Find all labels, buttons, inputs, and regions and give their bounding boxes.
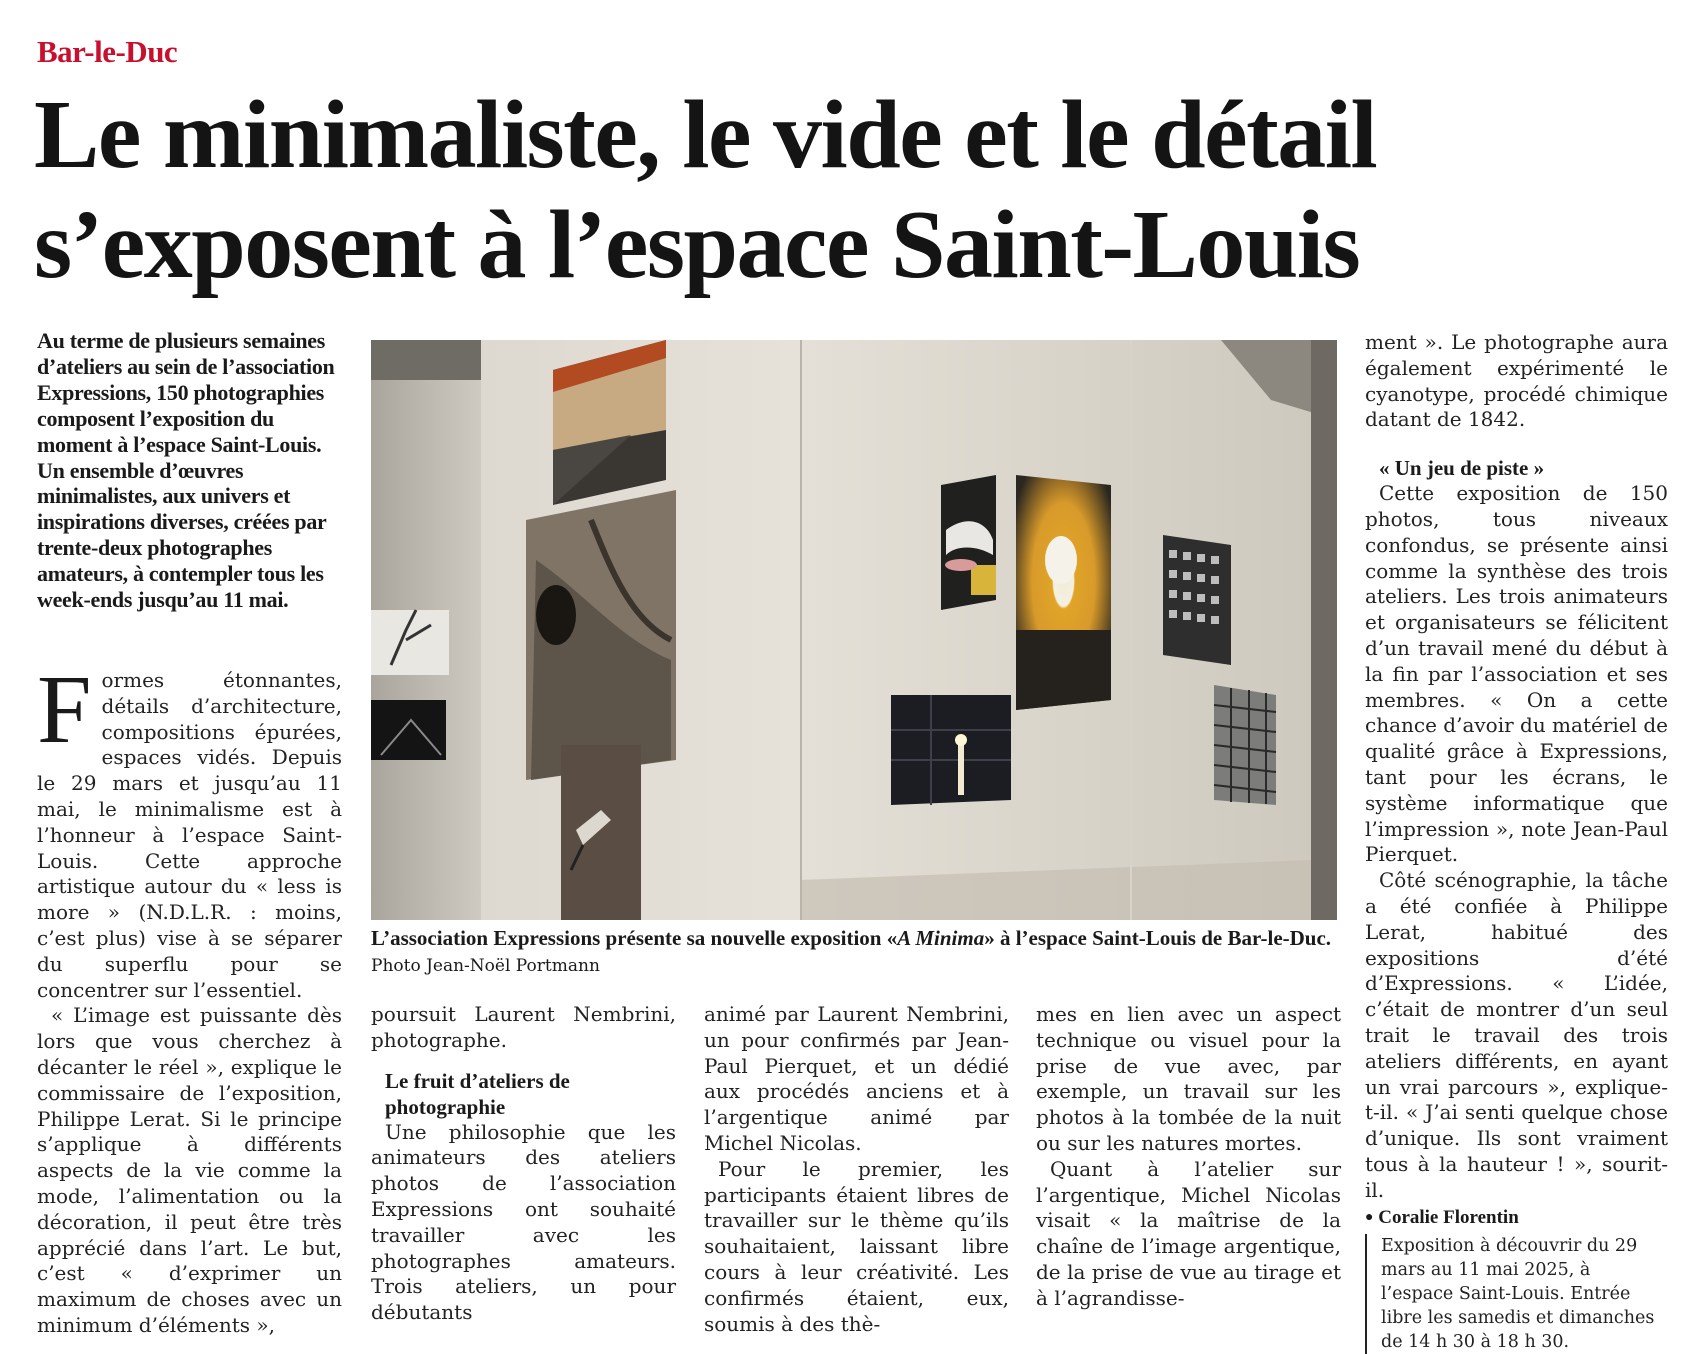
subheading: Le fruit d’ateliers de photographie [385, 1068, 570, 1119]
column-5 [1365, 330, 1669, 1352]
body-paragraph: Cette exposition de 150 photos, tous niveaux confondus, se présente ainsi comme la synthèse des trois ateliers. Les trois animateurs et organisateurs se félicitent d’un travail mené du début à la fin par l’association et ses membres. « On a cette chance d’avoir du matériel de qualité grâce à Expressions, tant pour les écrans, le système informatique que l’impression », note Jean-Paul Pierquet. [1365, 481, 1669, 867]
body-paragraph: animé par Laurent Nembrini, un pour confirmés par Jean-Paul Pierquet, et un dédié aux procédés anciens et à l’argentique animé par Michel Nicolas. [704, 1002, 1009, 1155]
column-4 [1036, 1002, 1341, 1312]
photo-credit: Photo Jean-Noël Portmann [371, 956, 600, 976]
headline-line-1: Le minimaliste, le vide et le détail [34, 81, 1377, 189]
lead-paragraph: Au terme de plusieurs semaines d’ateliers au sein de l’association Expressions, 150 photographies composent l’exposition du moment à l’espace Saint-Louis. Un ensemble d’œuvres minimalistes, aux univers et inspirations diverses, créées par trente-deux photographes amateurs, à contempler tous les week-ends jusqu’au 11 mai. [37, 328, 335, 613]
body-paragraph: Formes étonnantes, détails d’architecture, compositions épurées, espaces vidés. Depuis le 29 mars et jusqu’au 11 mai, le minimalisme est à l’honneur à l’espace Saint-Louis. Cette approche artistique autour du « less is more » (N.D.L.R. : moins, c’est plus) vise à se séparer du superflu pour se concentrer sur l’essentiel. [37, 656, 342, 1002]
section-kicker: Bar-le-Duc [37, 34, 178, 69]
column-2 [371, 1002, 676, 1325]
column-3 [704, 1002, 1009, 1336]
author-byline: ● Coralie Florentin [1365, 1206, 1519, 1228]
bullet-icon: ● [1365, 1209, 1374, 1225]
column-1 [37, 656, 342, 1337]
subheading: « Un jeu de piste » [1379, 456, 1545, 481]
body-paragraph: ment ». Le photographe aura également expérimenté le cyanotype, procédé chimique datant de 1842. [1365, 330, 1668, 432]
body-paragraph: Quant à l’atelier sur l’argentique, Michel Nicolas visait « la maîtrise de la chaîne de l’image argentique, de la prise de vue au tirage et à l’agrandisse- [1036, 1156, 1341, 1310]
body-paragraph: mes en lien avec un aspect technique ou visuel pour la prise de vue avec, par exemple, un travail sur les photos à la tombée de la nuit ou sur les natures mortes. [1036, 1002, 1341, 1155]
exhibition-photo-image [371, 340, 1337, 920]
practical-info-box: Exposition à découvrir du 29 mars au 11 mai 2025, à l’espace Saint-Louis. Entrée libre les samedis et dimanches de 14 h 30 à 18 h 30. [1365, 1234, 1668, 1354]
body-paragraph: Côté scénographie, la tâche a été confiée à Philippe Lerat, habitué des expositions d’été d’Expressions. « L’idée, c’était de montrer d’un seul trait le travail des trois ateliers différents, en ayant un vrai parcours », explique-t-il. « J’ai senti quelque chose d’unique. Ils sont vraiment tous à la hauteur ! », sourit-il. [1365, 868, 1668, 1202]
body-paragraph: poursuit Laurent Nembrini, photographe. [371, 1002, 676, 1052]
exhibition-title: A Minima [897, 926, 985, 950]
photo-caption: L’association Expressions présente sa nouvelle exposition «A Minima» à l’espace Saint-Louis de Bar-le-Duc. Photo Jean-Noël Portmann [371, 926, 1332, 976]
headline-line-2: s’exposent à l’espace Saint-Louis [34, 191, 1360, 299]
headline [34, 80, 1674, 300]
body-paragraph: Une philosophie que les animateurs des ateliers photos de l’association Expressions ont souhaité travailler avec les photographes amateurs. Trois ateliers, un pour débutants [371, 1119, 676, 1325]
body-paragraph: « L’image est puissante dès lors que vous cherchez à décanter le réel », explique le commissaire de l’exposition, Philippe Lerat. Si le principe s’applique à différents aspects de la vie comme la mode, l’alimentation ou la décoration, il peut être très apprécié dans l’art. Le but, c’est « d’exprimer un maximum de choses avec un minimum d’éléments », [37, 1003, 342, 1337]
drop-cap: F [37, 656, 92, 764]
exhibition-photo [371, 340, 1337, 920]
body-paragraph: Pour le premier, les participants étaient libres de travailler sur le thème qu’ils souhaitaient, laissant libre cours à leur créativité. Les confirmés étaient, eux, soumis à des thè- [704, 1156, 1009, 1336]
